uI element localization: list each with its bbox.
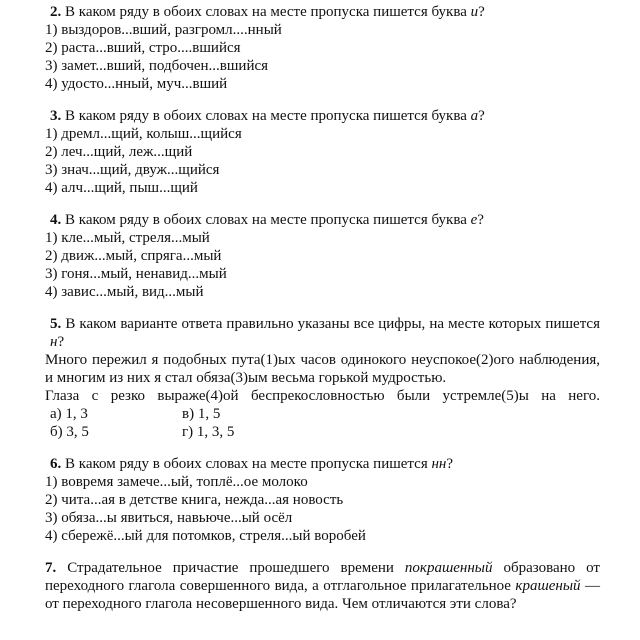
question-7-term-1: покрашенный <box>404 560 493 576</box>
question-4-option-4: 4) завис...мый, вид...мый <box>45 284 204 300</box>
question-4-option-1: 1) кле...мый, стреля...мый <box>45 230 210 246</box>
question-2-number: 2. <box>50 4 62 20</box>
question-7-term-2: крашеный <box>515 578 581 594</box>
question-2-option-1: 1) выздоров...вший, разгромл....нный <box>45 22 282 38</box>
question-5 <box>45 315 600 441</box>
question-6-option-3: 3) обяза...ы явиться, навьюче...ый осёл <box>45 510 293 526</box>
question-2-qmark: ? <box>478 4 485 20</box>
question-5-answer-a: а) 1, 3 <box>50 406 88 422</box>
question-3-number: 3. <box>50 108 62 124</box>
question-2-option-2: 2) раста...вший, стро....вшийся <box>45 40 241 56</box>
question-7-text-part-1: Страдательное причастие прошедшего времени <box>56 560 405 576</box>
question-4-number: 4. <box>50 212 62 228</box>
question-3 <box>45 107 600 197</box>
question-5-sentence-2: Глаза с резко выраже(4)ой беспрекословностью были устремле(5)ы на него. <box>45 388 600 404</box>
question-6 <box>45 455 600 545</box>
question-6-number: 6. <box>50 456 62 472</box>
question-5-answer-g: г) 1, 3, 5 <box>182 424 235 440</box>
question-4-option-2: 2) движ...мый, спряга...мый <box>45 248 222 264</box>
question-4-qmark: ? <box>477 212 484 228</box>
question-2-target-letter: и <box>470 4 479 20</box>
question-4-prompt: В каком ряду в обоих словах на месте пропуска пишется буква <box>61 212 471 228</box>
question-5-answers <box>45 405 370 441</box>
question-2-option-4: 4) удосто...нный, муч...вший <box>45 76 228 92</box>
question-2-option-3: 3) замет...вший, подбочен...вшийся <box>45 58 269 74</box>
question-5-prompt: В каком варианте ответа правильно указаны все цифры, на месте которых пишется <box>61 316 600 332</box>
question-7-number: 7. <box>45 560 57 576</box>
question-7-text-part-3: — от переходного глагола несовершенного вида. Чем отличаются эти слова? <box>45 578 600 612</box>
question-3-option-3: 3) знач...щий, двуж...щийся <box>45 162 220 178</box>
question-6-header <box>45 455 600 473</box>
question-6-option-2: 2) чита...ая в детстве книга, нежда...ая новость <box>45 492 344 508</box>
question-6-qmark: ? <box>446 456 454 472</box>
question-4-option-3: 3) гоня...мый, ненавид...мый <box>45 266 227 282</box>
question-5-answer-v: в) 1, 5 <box>182 406 221 422</box>
question-7-text <box>45 559 600 613</box>
question-5-number: 5. <box>50 316 62 332</box>
question-4-header <box>45 211 600 229</box>
question-3-target-letter: а <box>470 108 479 124</box>
question-2-prompt: В каком ряду в обоих словах на месте пропуска пишется буква <box>61 4 471 20</box>
question-5-target-letter: н <box>50 334 58 350</box>
question-4 <box>45 211 600 301</box>
question-3-prompt: В каком ряду в обоих словах на месте пропуска пишется буква <box>61 108 471 124</box>
question-4-target-letter: е <box>470 212 478 228</box>
question-7 <box>45 559 600 613</box>
question-3-option-2: 2) леч...щий, леж...щий <box>45 144 193 160</box>
question-3-option-1: 1) дремл...щий, колыш...щийся <box>45 126 242 142</box>
question-6-option-1: 1) вовремя замече...ый, топлё...ое молоко <box>45 474 308 490</box>
question-7-text-part-2: образовано от переходного глагола совершенного вида, а отглагольное прилагательное <box>45 560 600 594</box>
question-3-header <box>45 107 600 125</box>
question-3-qmark: ? <box>478 108 485 124</box>
question-5-qmark: ? <box>57 334 65 350</box>
question-5-answer-b: б) 3, 5 <box>50 424 89 440</box>
question-5-header <box>45 315 600 351</box>
question-2 <box>45 3 600 93</box>
question-2-header <box>45 3 600 21</box>
question-6-prompt: В каком ряду в обоих словах на месте пропуска пишется <box>61 456 432 472</box>
question-5-sentence-1: Много пережил я подобных пута(1)ых часов одинокого неуспокое(2)ого наблюдения, и многим из них я стал обяза(3)ым весьма горькой мудростью. <box>45 352 600 386</box>
question-3-option-4: 4) алч...щий, пыш...щий <box>45 180 198 196</box>
question-6-target-letter: нн <box>431 456 447 472</box>
question-6-option-4: 4) сбережё...ый для потомков, стреля...ый воробей <box>45 528 366 544</box>
